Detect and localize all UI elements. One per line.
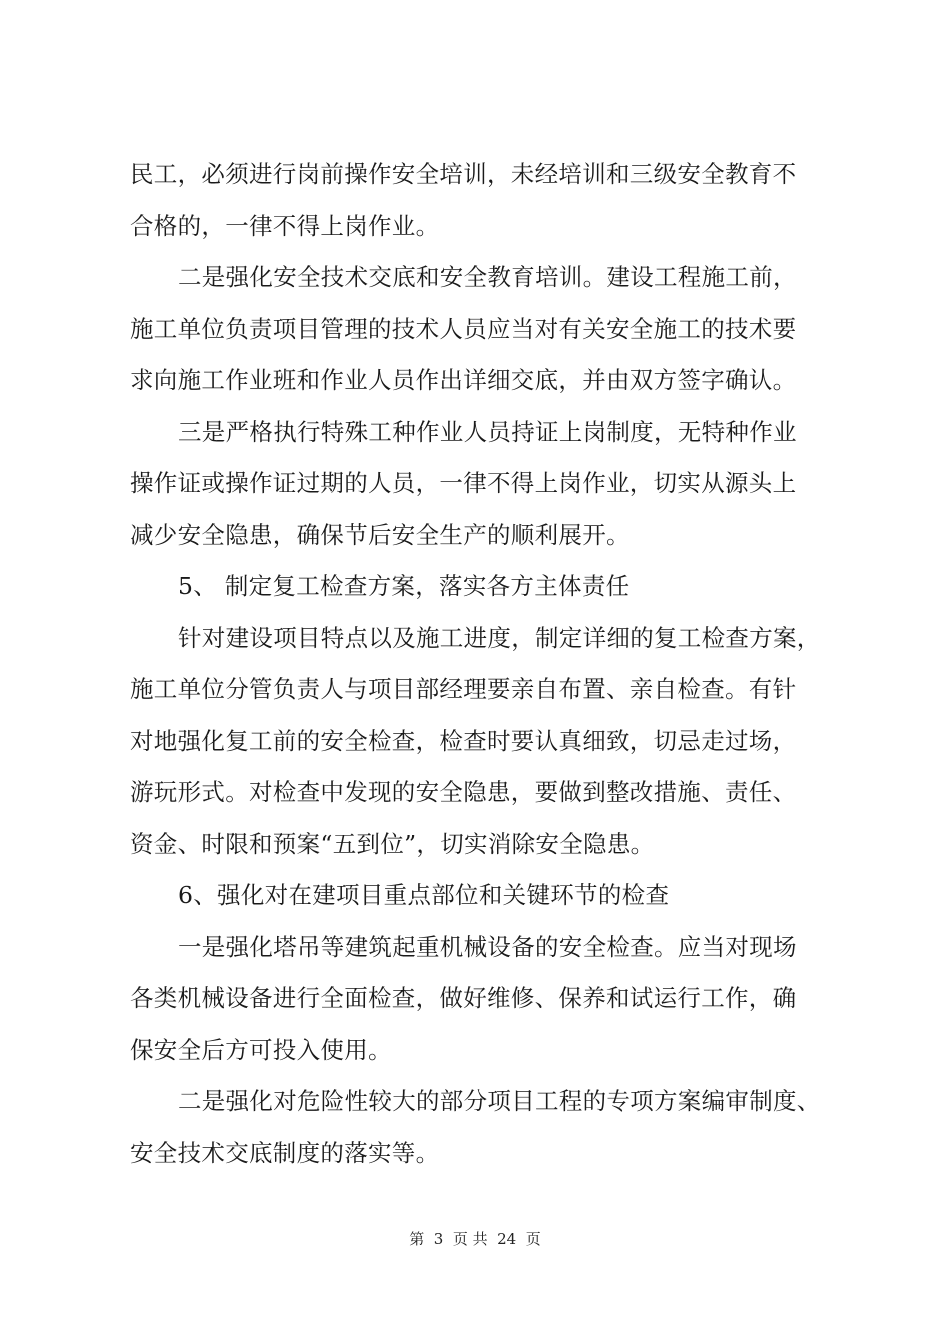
paragraph-start-line: 三是严格执行特殊工种作业人员持证上岗制度，无特种作业	[178, 417, 797, 446]
section-heading-6: 6、强化对在建项目重点部位和关键环节的检查	[178, 881, 670, 909]
paragraph-start-line: 一是强化塔吊等建筑起重机械设备的安全检查。应当对现场	[178, 932, 797, 961]
paragraph-start-line: 二是强化对危险性较大的部分项目工程的专项方案编审制度、	[178, 1087, 821, 1115]
text-line: 施工单位负责项目管理的技术人员应当对有关安全施工的技术要	[130, 314, 797, 343]
text-line: 各类机械设备进行全面检查，做好维修、保养和试运行工作，确	[130, 984, 797, 1012]
text-line: 保安全后方可投入使用。	[130, 1035, 392, 1064]
text-line: 安全技术交底制度的落实等。	[130, 1138, 440, 1167]
text-line: 对地强化复工前的安全检查，检查时要认真细致，切忌走过场，	[130, 726, 797, 755]
text-line: 施工单位分管负责人与项目部经理要亲自布置、亲自检查。有针	[130, 675, 797, 703]
text-line: 操作证或操作证过期的人员，一律不得上岗作业，切实从源头上	[130, 469, 797, 497]
page-number-footer: 第 3 页 共 24 页	[409, 1230, 541, 1248]
text-line: 合格的，一律不得上岗作业。	[130, 211, 440, 240]
text-line: 求向施工作业班和作业人员作出详细交底，并由双方签字确认。	[130, 366, 797, 394]
section-heading-5: 5、 制定复工检查方案，落实各方主体责任	[178, 572, 630, 600]
text-line: 减少安全隐患，确保节后安全生产的顺利展开。	[130, 520, 630, 549]
paragraph-start-line: 二是强化安全技术交底和安全教育培训。建设工程施工前，	[178, 263, 797, 291]
paragraph-start-line: 针对建设项目特点以及施工进度，制定详细的复工检查方案，	[178, 623, 821, 652]
text-line: 资金、时限和预案“五到位”，切实消除安全隐患。	[130, 829, 655, 858]
body-text	[130, 160, 842, 1167]
text-line: 游玩形式。对检查中发现的安全隐患，要做到整改措施、责任、	[130, 778, 797, 806]
text-line: 民工，必须进行岗前操作安全培训，未经培训和三级安全教育不	[130, 160, 797, 188]
